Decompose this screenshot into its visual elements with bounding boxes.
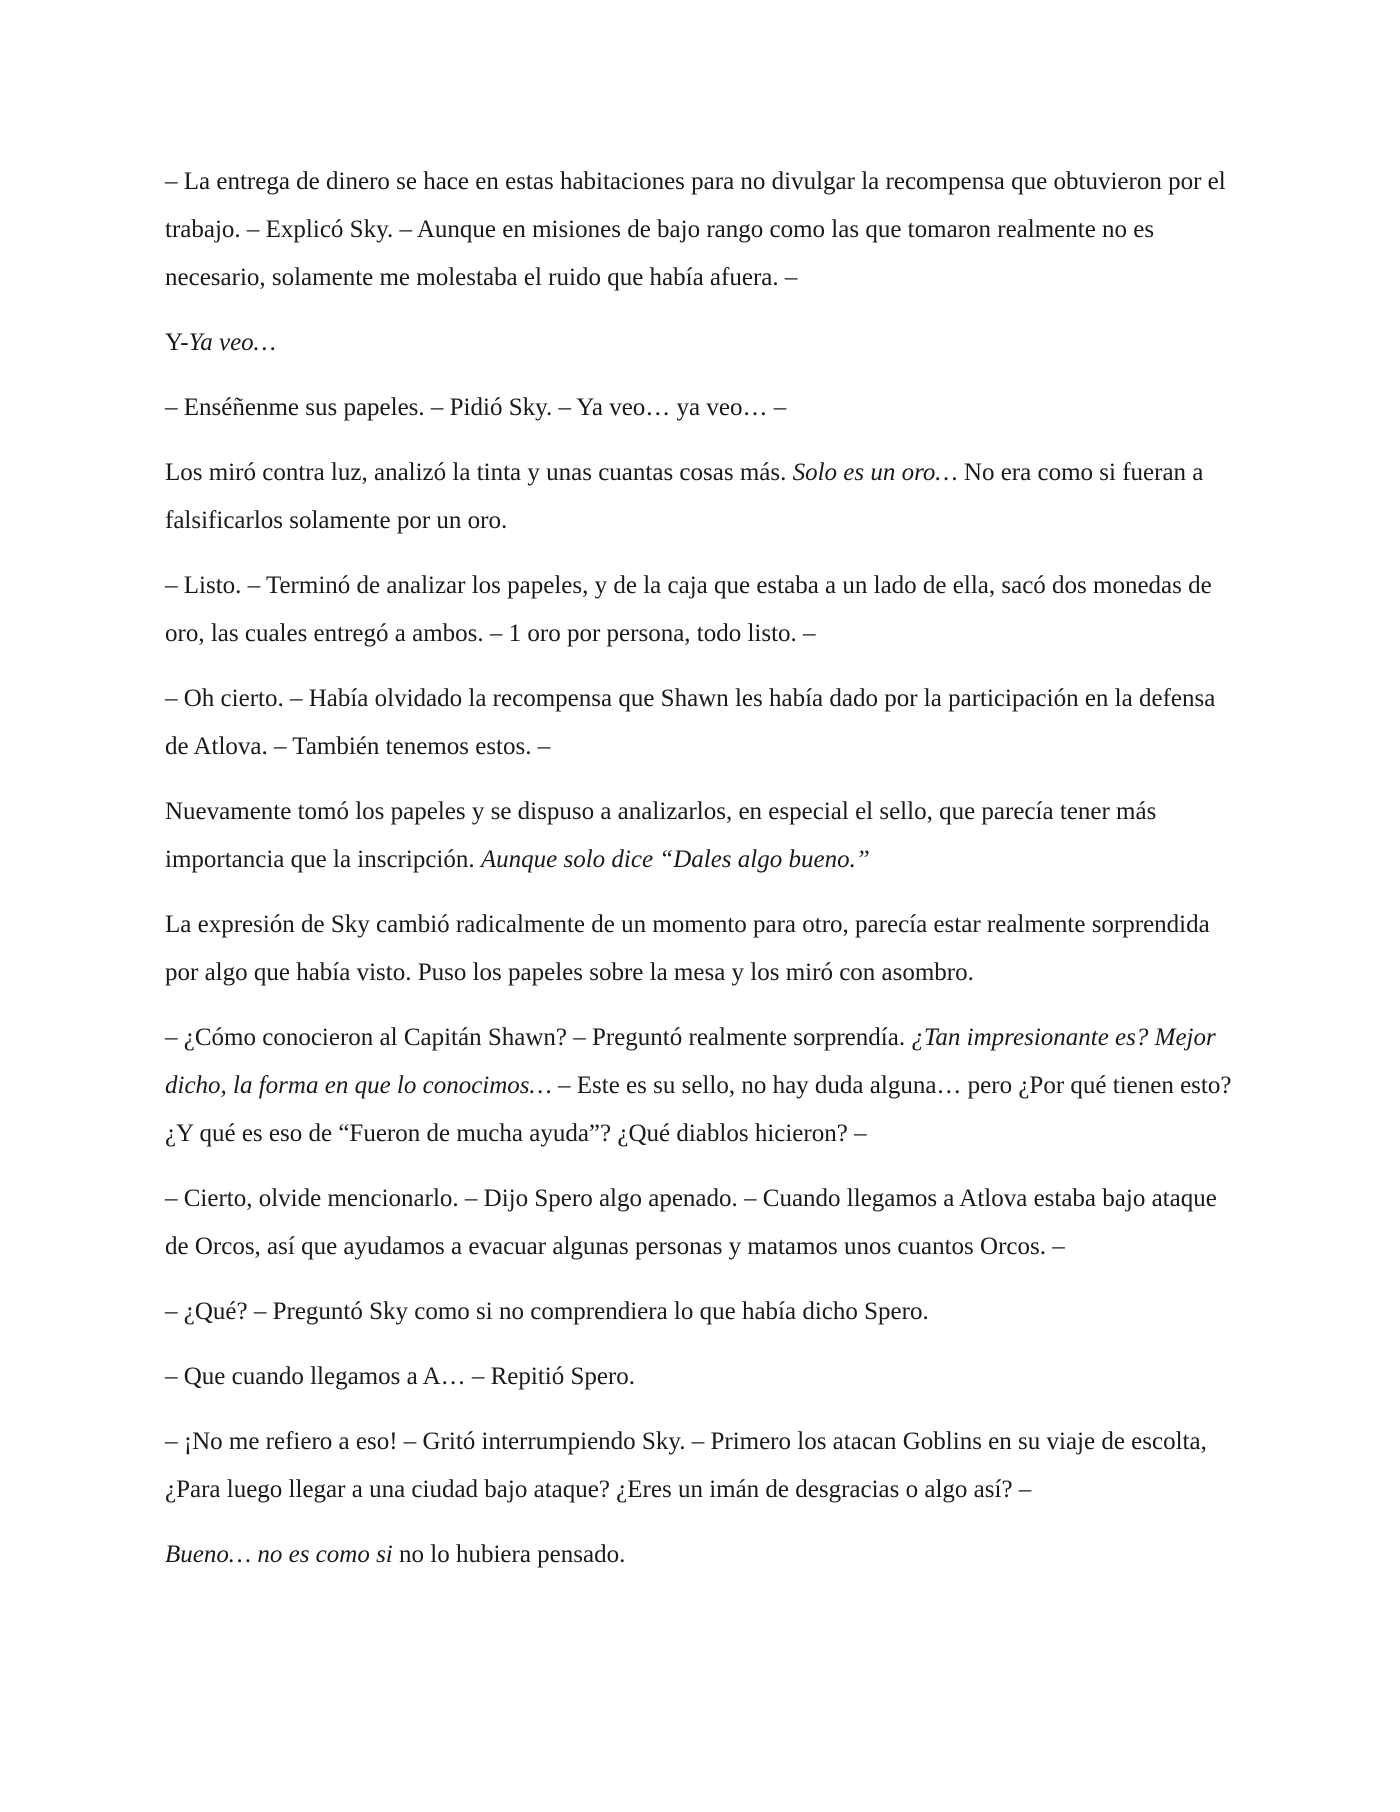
paragraph: [165, 901, 1245, 997]
paragraph: [165, 788, 1245, 884]
paragraph-text: no lo hubiera pensado.: [392, 1541, 626, 1568]
paragraph-text: – Este es su sello, no hay duda alguna… pero ¿Por qué tienen esto? ¿Y qué es eso de “Fueron de mucha ayuda”? ¿Qué diablos hicieron? –: [165, 1072, 1232, 1147]
paragraph-text: – Enséñenme sus papeles. – Pidió Sky. – Ya veo… ya veo… –: [165, 394, 787, 421]
paragraph-italic-text: Solo es un oro…: [792, 459, 958, 486]
paragraph: [165, 1353, 1245, 1401]
paragraph-text: – Cierto, olvide mencionarlo. – Dijo Spero algo apenado. – Cuando llegamos a Atlova estaba bajo ataque de Orcos, así que ayudamos a evacuar algunas personas y matamos unos cuantos Orcos. –: [165, 1185, 1217, 1260]
paragraph-italic-text: ¿Tan impresionante es? Mejor dicho, la forma en que lo conocimos…: [165, 1024, 1216, 1099]
paragraph: [165, 319, 1245, 367]
paragraph-text: Nuevamente tomó los papeles y se dispuso a analizarlos, en especial el sello, que parecía tener más importancia que la inscripción.: [165, 798, 1157, 873]
paragraph: [165, 158, 1245, 302]
paragraph-italic-text: Ya veo…: [188, 329, 276, 356]
paragraph: [165, 1531, 1245, 1579]
paragraph-text: Los miró contra luz, analizó la tinta y unas cuantas cosas más.: [165, 459, 793, 486]
paragraph: [165, 675, 1245, 771]
paragraph: [165, 449, 1245, 545]
paragraph-text: – ¿Cómo conocieron al Capitán Shawn? – Preguntó realmente sorprendía.: [165, 1024, 912, 1051]
paragraph: [165, 562, 1245, 658]
paragraph-text: Y-: [165, 329, 189, 356]
story-text: [165, 158, 1245, 1596]
paragraph-italic-text: Aunque solo dice “Dales algo bueno.”: [480, 846, 870, 873]
paragraph: [165, 1175, 1245, 1271]
paragraph-text: No era como si fueran a falsificarlos solamente por un oro.: [165, 459, 1204, 534]
paragraph-text: – Que cuando llegamos a A… – Repitió Spero.: [165, 1363, 636, 1390]
paragraph-text: – Listo. – Terminó de analizar los papeles, y de la caja que estaba a un lado de ella, sacó dos monedas de oro, las cuales entregó a ambos. – 1 oro por persona, todo listo. –: [165, 572, 1212, 647]
paragraph-text: – Oh cierto. – Había olvidado la recompensa que Shawn les había dado por la participación en la defensa de Atlova. – También tenemos estos. –: [165, 685, 1216, 760]
paragraph-italic-text: Bueno… no es como si: [165, 1541, 393, 1568]
paragraph-text: – ¿Qué? – Preguntó Sky como si no comprendiera lo que había dicho Spero.: [165, 1298, 929, 1325]
paragraph: [165, 1288, 1245, 1336]
paragraph: [165, 384, 1245, 432]
paragraph: [165, 1014, 1245, 1158]
paragraph-text: – La entrega de dinero se hace en estas habitaciones para no divulgar la recompensa que obtuvieron por el trabajo. – Explicó Sky. – Aunque en misiones de bajo rango como las que tomaron realmente no es necesario, solamente me molestaba el ruido que había afuera. –: [165, 168, 1226, 291]
paragraph-text: La expresión de Sky cambió radicalmente de un momento para otro, parecía estar realmente sorprendida por algo que había visto. Puso los papeles sobre la mesa y los miró con asombro.: [165, 911, 1210, 986]
paragraph: [165, 1418, 1245, 1514]
paragraph-text: – ¡No me refiero a eso! – Gritó interrumpiendo Sky. – Primero los atacan Goblins en su viaje de escolta, ¿Para luego llegar a una ciudad bajo ataque? ¿Eres un imán de desgracias o algo así? –: [165, 1428, 1207, 1503]
